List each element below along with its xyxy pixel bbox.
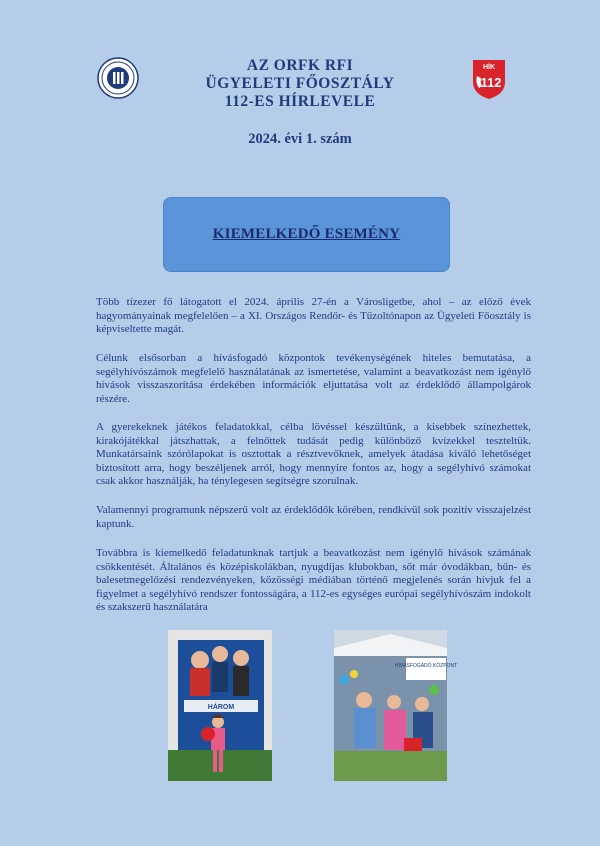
- event-photo-left: [168, 630, 272, 781]
- hik-logo-number: 112: [480, 75, 502, 90]
- paragraph-1: Több tízezer fő látogatott el 2024. április 27-én a Városligetbe, ahol – az előző évek hagyományainak megfelelően – a XI. Országos Rendőr- és Tűzoltónapon az Ügyeleti Főosztály is képviseltette magát.: [96, 296, 531, 336]
- newsletter-title-line1: AZ ORFK RFI: [246, 57, 354, 74]
- paragraph-2: Célunk elsősorban a hívásfogadó központok tevékenységének hiteles bemutatása, a segélyhívószámok megfelelő használatának az ismertetése, valamint a beavatkozást nem igénylő hívások visszaszorítása érdekében információk eljuttatása volt az érdeklődő állampolgárok részére.: [96, 352, 531, 405]
- paragraph-3: A gyerekeknek játékos feladatokkal, célba lövéssel készültünk, a kisebbek színezhettek, kirakójátékkal játszhattak, a felnőttek tudását pedig különböző kvízekkel teszteltük. Munkatársaink szórólapokat is osztottak a résztvevőknek, amelyek átadása kiváló lehetőséget biztosított arra, hogy beszéljenek arról, hogy mennyire fontos az, hogy a segélyhívó számokat csak akkor használják, ha ténylegesen segítségre szorulnak.: [96, 421, 531, 488]
- paragraph-5: Továbbra is kiemelkedő feladatunknak tartjuk a beavatkozást nem igénylő hívások számának csökkentését. Általános és középiskolákban, nyugdíjas klubokban, sőt már óvodákban, bűn- és balesetmegelőzési rendezvényeken, közösségi médiában történő megjelenés során hívjuk fel a figyelmet a segélyhívó rendszer fontosságára, a 112-es egységes európai segélyhívószám indokolt és szakszerű használatára: [96, 547, 531, 614]
- highlight-label: KIEMELKEDŐ ESEMÉNY: [212, 226, 401, 242]
- paragraph-4: Valamennyi programunk népszerű volt az érdeklődők körében, rendkívül sok pozitív visszajelzést kaptunk.: [96, 504, 531, 530]
- banner-text: HÁROM: [207, 704, 235, 711]
- booth-sign-text: HÍVÁSFOGADÓ KÖZPONT: [394, 663, 458, 669]
- issue-number: 2024. évi 1. szám: [248, 131, 352, 147]
- highlight-banner: [164, 198, 449, 271]
- newsletter-title-line3: 112-ES HÍRLEVELE: [224, 93, 376, 110]
- event-photo-right: [334, 630, 458, 781]
- hik-logo-label: HÍK: [482, 64, 496, 71]
- newsletter-title-line2: ÜGYELETI FŐOSZTÁLY: [205, 75, 395, 92]
